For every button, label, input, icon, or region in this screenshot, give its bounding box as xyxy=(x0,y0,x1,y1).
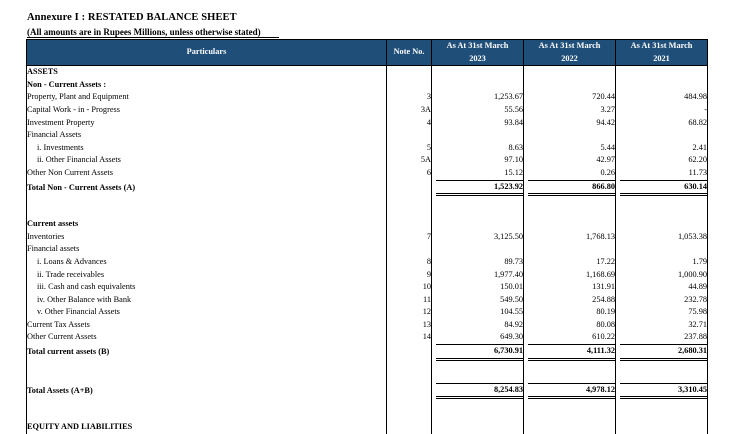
table-row xyxy=(27,91,708,104)
row-note xyxy=(387,243,432,256)
row-fy2021 xyxy=(616,383,708,400)
header-fy2021 xyxy=(616,40,708,66)
row-fy2021 xyxy=(616,344,708,361)
spacer-row xyxy=(27,196,708,218)
row-fy2023 xyxy=(432,344,524,361)
row-note xyxy=(387,344,432,361)
row-fy2023 xyxy=(432,243,524,256)
table-row xyxy=(27,281,708,294)
table-row xyxy=(27,117,708,130)
table-row xyxy=(27,180,708,197)
row-fy2021: 1,000.90 xyxy=(616,269,708,282)
row-fy2022: 80.08 xyxy=(524,319,616,332)
row-label: Non - Current Assets : xyxy=(27,79,387,92)
row-fy2022: 0.26 xyxy=(524,167,616,180)
row-label: i. Investments xyxy=(27,142,387,155)
row-fy2021: 75.98 xyxy=(616,306,708,319)
row-fy2023: 1,253.67 xyxy=(432,91,524,104)
row-fy2022: 94.42 xyxy=(524,117,616,130)
table-row xyxy=(27,331,708,344)
row-note: 7 xyxy=(387,231,432,244)
row-label: Property, Plant and Equipment xyxy=(27,91,387,104)
row-fy2022: 610.22 xyxy=(524,331,616,344)
row-fy2023: 1,977.40 xyxy=(432,269,524,282)
row-fy2022 xyxy=(524,344,616,361)
row-fy2023-value: 8,254.83 xyxy=(436,383,524,400)
row-fy2023: 549.50 xyxy=(432,294,524,307)
spacer-cell xyxy=(616,361,708,383)
row-note: 9 xyxy=(387,269,432,282)
row-fy2021 xyxy=(616,218,708,231)
row-fy2022 xyxy=(524,79,616,92)
row-fy2023: 55.56 xyxy=(432,104,524,117)
row-fy2021 xyxy=(616,243,708,256)
row-label: Current assets xyxy=(27,218,387,231)
row-label: Current Tax Assets xyxy=(27,319,387,332)
row-fy2023 xyxy=(432,66,524,79)
table-row xyxy=(27,66,708,79)
row-fy2021: 237.88 xyxy=(616,331,708,344)
row-fy2022: 5.44 xyxy=(524,142,616,155)
table-row xyxy=(27,104,708,117)
row-fy2022: 131.91 xyxy=(524,281,616,294)
table-row xyxy=(27,79,708,92)
table-row xyxy=(27,231,708,244)
row-fy2021-value: 630.14 xyxy=(620,180,708,197)
row-fy2023: 89.73 xyxy=(432,256,524,269)
header-fy2023-line2: 2023 xyxy=(469,53,486,63)
table-row xyxy=(27,421,708,434)
row-fy2021: 44.89 xyxy=(616,281,708,294)
row-fy2021: 484.98 xyxy=(616,91,708,104)
table-row xyxy=(27,142,708,155)
row-fy2022-value: 4,111.32 xyxy=(528,344,616,361)
row-fy2023: 649.30 xyxy=(432,331,524,344)
row-note: 8 xyxy=(387,256,432,269)
row-label: Total Assets (A+B) xyxy=(27,383,387,400)
table-row xyxy=(27,319,708,332)
spacer-cell xyxy=(524,399,616,421)
spacer-cell xyxy=(432,361,524,383)
row-label: Other Current Assets xyxy=(27,331,387,344)
row-note: 6 xyxy=(387,167,432,180)
row-fy2023 xyxy=(432,180,524,197)
row-fy2023 xyxy=(432,79,524,92)
table-row xyxy=(27,218,708,231)
row-fy2022 xyxy=(524,383,616,400)
row-fy2021 xyxy=(616,129,708,142)
spacer-cell xyxy=(616,196,708,218)
table-row xyxy=(27,383,708,400)
row-label: Financial Assets xyxy=(27,129,387,142)
row-label: Financial assets xyxy=(27,243,387,256)
spacer-row xyxy=(27,399,708,421)
row-note: 3 xyxy=(387,91,432,104)
row-fy2022: 720.44 xyxy=(524,91,616,104)
row-fy2021 xyxy=(616,79,708,92)
header-particulars: Particulars xyxy=(27,40,387,66)
table-row xyxy=(27,167,708,180)
row-fy2023: 15.12 xyxy=(432,167,524,180)
row-fy2023: 93.84 xyxy=(432,117,524,130)
spacer-cell xyxy=(27,361,387,383)
row-fy2021: 68.82 xyxy=(616,117,708,130)
row-note xyxy=(387,421,432,434)
spacer-cell xyxy=(432,196,524,218)
subtitle-underline xyxy=(27,37,279,38)
row-label: i. Loans & Advances xyxy=(27,256,387,269)
row-fy2021: 11.73 xyxy=(616,167,708,180)
row-label: Total current assets (B) xyxy=(27,344,387,361)
header-fy2021-line1: As At 31st March xyxy=(630,41,693,50)
row-fy2023-value: 6,730.91 xyxy=(436,344,524,361)
row-fy2021-value: 2,680.31 xyxy=(620,344,708,361)
row-fy2022-value: 4,978.12 xyxy=(528,383,616,400)
row-label: EQUITY AND LIABILITIES xyxy=(27,421,387,434)
row-note xyxy=(387,129,432,142)
row-label: Inventories xyxy=(27,231,387,244)
row-fy2022: 17.22 xyxy=(524,256,616,269)
row-fy2022: 80.19 xyxy=(524,306,616,319)
header-fy2022 xyxy=(524,40,616,66)
row-fy2022: 254.88 xyxy=(524,294,616,307)
row-label: ii. Other Financial Assets xyxy=(27,154,387,167)
row-fy2023: 97.10 xyxy=(432,154,524,167)
row-fy2021 xyxy=(616,66,708,79)
table-row xyxy=(27,154,708,167)
row-label: iii. Cash and cash equivalents xyxy=(27,281,387,294)
row-label: ASSETS xyxy=(27,66,387,79)
row-note xyxy=(387,383,432,400)
row-fy2021-value: 3,310.45 xyxy=(620,383,708,400)
spacer-row xyxy=(27,361,708,383)
table-row xyxy=(27,306,708,319)
table-row xyxy=(27,294,708,307)
table-header xyxy=(27,40,708,66)
row-fy2023: 104.55 xyxy=(432,306,524,319)
spacer-cell xyxy=(432,399,524,421)
row-fy2021: 32.71 xyxy=(616,319,708,332)
spacer-cell xyxy=(27,196,387,218)
spacer-cell xyxy=(524,196,616,218)
table-body xyxy=(27,66,708,434)
header-fy2022-line1: As At 31st March xyxy=(538,41,601,50)
row-note: 5A xyxy=(387,154,432,167)
row-fy2023: 150.01 xyxy=(432,281,524,294)
table-row xyxy=(27,256,708,269)
row-note xyxy=(387,180,432,197)
row-label: Total Non - Current Assets (A) xyxy=(27,180,387,197)
row-fy2023 xyxy=(432,421,524,434)
header-fy2021-line2: 2021 xyxy=(653,53,670,63)
row-fy2022-value: 866.80 xyxy=(528,180,616,197)
row-fy2021: 2.41 xyxy=(616,142,708,155)
row-fy2023 xyxy=(432,129,524,142)
row-note: 14 xyxy=(387,331,432,344)
row-fy2023: 84.92 xyxy=(432,319,524,332)
table-row xyxy=(27,243,708,256)
row-fy2021: 232.78 xyxy=(616,294,708,307)
row-fy2023: 3,125.50 xyxy=(432,231,524,244)
spacer-cell xyxy=(387,399,432,421)
row-note xyxy=(387,79,432,92)
row-label: iv. Other Balance with Bank xyxy=(27,294,387,307)
row-fy2022 xyxy=(524,243,616,256)
spacer-cell xyxy=(387,196,432,218)
row-note: 10 xyxy=(387,281,432,294)
row-note: 3A xyxy=(387,104,432,117)
row-fy2022 xyxy=(524,129,616,142)
row-note: 12 xyxy=(387,306,432,319)
row-fy2022 xyxy=(524,180,616,197)
row-note: 4 xyxy=(387,117,432,130)
row-fy2021 xyxy=(616,180,708,197)
spacer-cell xyxy=(616,399,708,421)
row-fy2021: 1.79 xyxy=(616,256,708,269)
header-fy2022-line2: 2022 xyxy=(561,53,578,63)
row-fy2022: 1,768.13 xyxy=(524,231,616,244)
row-fy2023-value: 1,523.92 xyxy=(436,180,524,197)
balance-sheet-table xyxy=(26,39,708,434)
header-fy2023 xyxy=(432,40,524,66)
row-fy2022 xyxy=(524,218,616,231)
row-note xyxy=(387,66,432,79)
spacer-cell xyxy=(387,361,432,383)
row-fy2022: 42.97 xyxy=(524,154,616,167)
row-fy2021: 62.20 xyxy=(616,154,708,167)
page-subtitle: (All amounts are in Rupees Millions, unless otherwise stated) xyxy=(27,27,261,37)
page-title: Annexure I : RESTATED BALANCE SHEET xyxy=(27,12,237,23)
row-label: Investment Property xyxy=(27,117,387,130)
row-label: v. Other Financial Assets xyxy=(27,306,387,319)
row-label: Capital Work - in - Progress xyxy=(27,104,387,117)
row-fy2023 xyxy=(432,218,524,231)
row-fy2022 xyxy=(524,421,616,434)
row-note: 5 xyxy=(387,142,432,155)
row-fy2022: 1,168.69 xyxy=(524,269,616,282)
header-note-no: Note No. xyxy=(387,40,432,66)
row-fy2022 xyxy=(524,66,616,79)
spacer-cell xyxy=(524,361,616,383)
spacer-cell xyxy=(27,399,387,421)
row-fy2021: 1,053.38 xyxy=(616,231,708,244)
table-row xyxy=(27,344,708,361)
header-fy2023-line1: As At 31st March xyxy=(446,41,509,50)
row-fy2021 xyxy=(616,421,708,434)
table-row xyxy=(27,129,708,142)
row-label: Other Non Current Assets xyxy=(27,167,387,180)
table-row xyxy=(27,269,708,282)
row-note: 11 xyxy=(387,294,432,307)
row-label: ii. Trade receivables xyxy=(27,269,387,282)
row-fy2023: 8.63 xyxy=(432,142,524,155)
row-fy2021: - xyxy=(616,104,708,117)
row-fy2023 xyxy=(432,383,524,400)
row-note: 13 xyxy=(387,319,432,332)
row-fy2022: 3.27 xyxy=(524,104,616,117)
row-note xyxy=(387,218,432,231)
